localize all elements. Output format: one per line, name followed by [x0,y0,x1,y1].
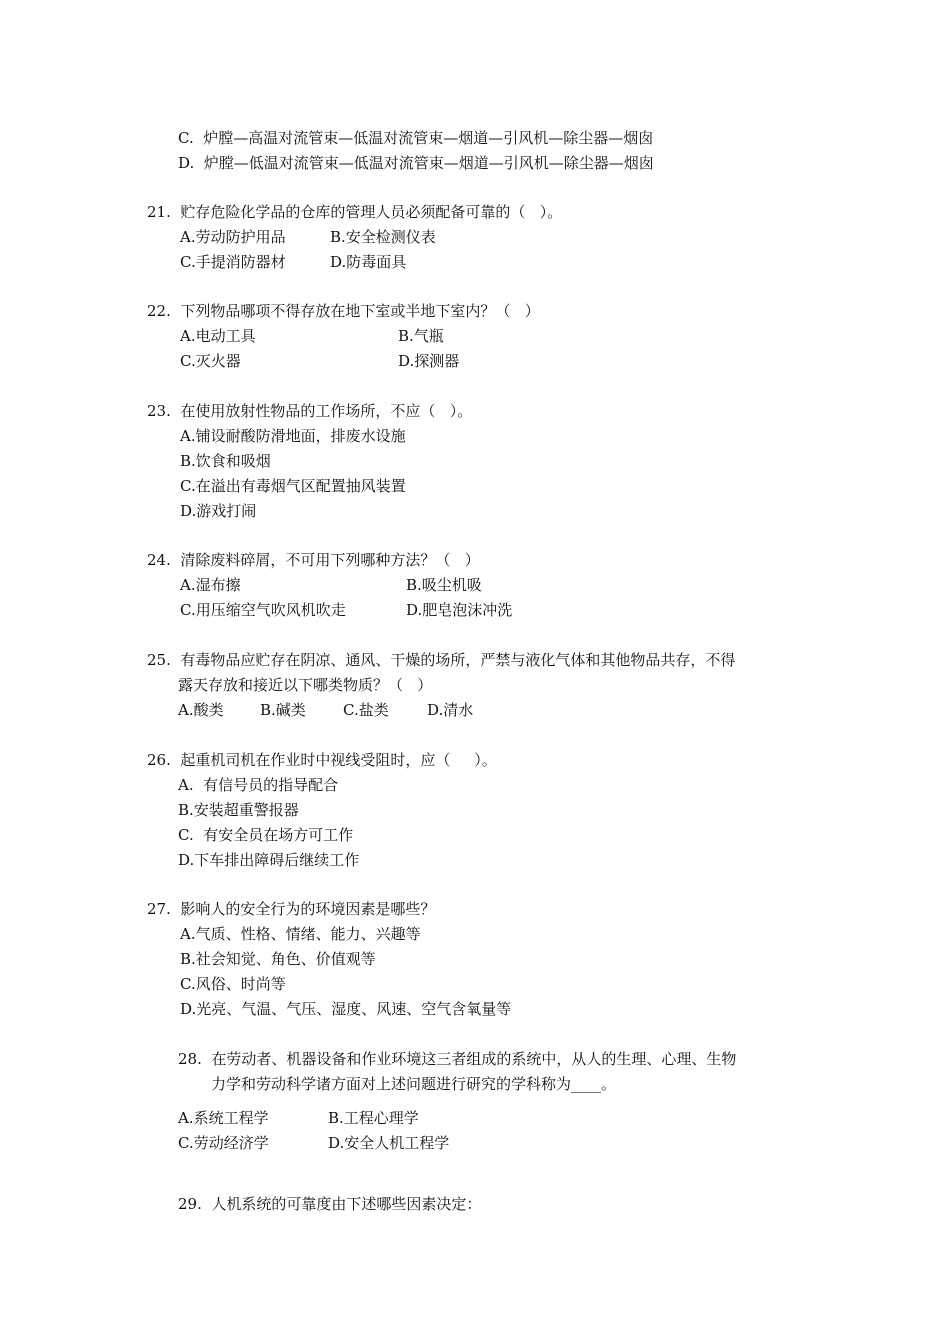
q28-stem: 28. 在劳动者、机器设备和作业环境这三者组成的系统中，从人的生理、心理、生物 [178,1050,737,1068]
q28-option-c: C.劳动经济学 [178,1134,269,1152]
q25-stem-continued: 露天存放和接近以下哪类物质？（ ） [178,676,433,694]
q28-option-b: B.工程心理学 [328,1109,419,1127]
q21-option-c: C.手提消防器材 [180,253,286,271]
q24-option-d: D.肥皂泡沫冲洗 [406,601,513,619]
q28-option-d: D.安全人机工程学 [328,1134,450,1152]
q22-option-c: C.灭火器 [180,352,241,370]
q25-option-c: C.盐类 [343,701,389,719]
q26-option-a: A. 有信号员的指导配合 [178,776,339,794]
q23-option-a: A.铺设耐酸防滑地面，排废水设施 [180,427,406,445]
q21-option-d: D.防毒面具 [330,253,407,271]
q25-option-d: D.清水 [427,701,474,719]
q27-stem: 27. 影响人的安全行为的环境因素是哪些？ [147,900,436,918]
q27-option-d: D.光亮、气温、气压、湿度、风速、空气含氧量等 [180,1000,512,1018]
q24-option-a: A.湿布擦 [180,576,241,594]
q24-stem: 24. 清除废料碎屑，不可用下列哪种方法？（ ） [147,551,480,569]
q22-stem: 22. 下列物品哪项不得存放在地下室或半地下室内？（ ） [147,302,540,320]
q24-option-b: B.吸尘机吸 [406,576,482,594]
q22-option-a: A.电动工具 [180,327,256,345]
q27-option-b: B.社会知觉、角色、价值观等 [180,950,376,968]
q25-stem: 25. 有毒物品应贮存在阴凉、通风、干燥的场所，严禁与液化气体和其他物品共存，不得 [147,651,736,669]
q20-option-d: D. 炉膛—低温对流管束—低温对流管束—烟道—引风机—除尘器—烟囱 [178,154,654,172]
q27-option-c: C.风俗、时尚等 [180,975,286,993]
q21-option-b: B.安全检测仪表 [330,228,436,246]
q22-option-b: B.气瓶 [398,327,444,345]
q20-option-c: C. 炉膛—高温对流管束—低温对流管束—烟道—引风机—除尘器—烟囱 [178,129,654,147]
q24-option-c: C.用压缩空气吹风机吹走 [180,601,346,619]
q27-option-a: A.气质、性格、情绪、能力、兴趣等 [180,925,421,943]
q21-option-a: A.劳动防护用品 [180,228,286,246]
q21-stem: 21. 贮存危险化学品的仓库的管理人员必须配备可靠的（ ）。 [147,203,563,221]
q26-stem: 26. 起重机司机在作业时中视线受阻时，应（ ）。 [147,751,497,769]
q26-option-b: B.安装超重警报器 [178,801,299,819]
q28-stem-continued: 力学和劳动科学诸方面对上述问题进行研究的学科称为____。 [211,1075,617,1093]
q25-option-a: A.酸类 [178,701,224,719]
q23-option-d: D.游戏打闹 [180,502,257,520]
q25-option-b: B.碱类 [260,701,306,719]
q23-stem: 23. 在使用放射性物品的工作场所，不应（ ）。 [147,402,473,420]
q26-option-d: D.下车排出障碍后继续工作 [178,851,360,869]
q23-option-b: B.饮食和吸烟 [180,452,271,470]
q22-option-d: D.探测器 [398,352,460,370]
q29-stem: 29. 人机系统的可靠度由下述哪些因素决定： [178,1195,482,1213]
q28-option-a: A.系统工程学 [178,1109,269,1127]
q23-option-c: C.在溢出有毒烟气区配置抽风装置 [180,477,406,495]
q26-option-c: C. 有安全员在场方可工作 [178,826,354,844]
